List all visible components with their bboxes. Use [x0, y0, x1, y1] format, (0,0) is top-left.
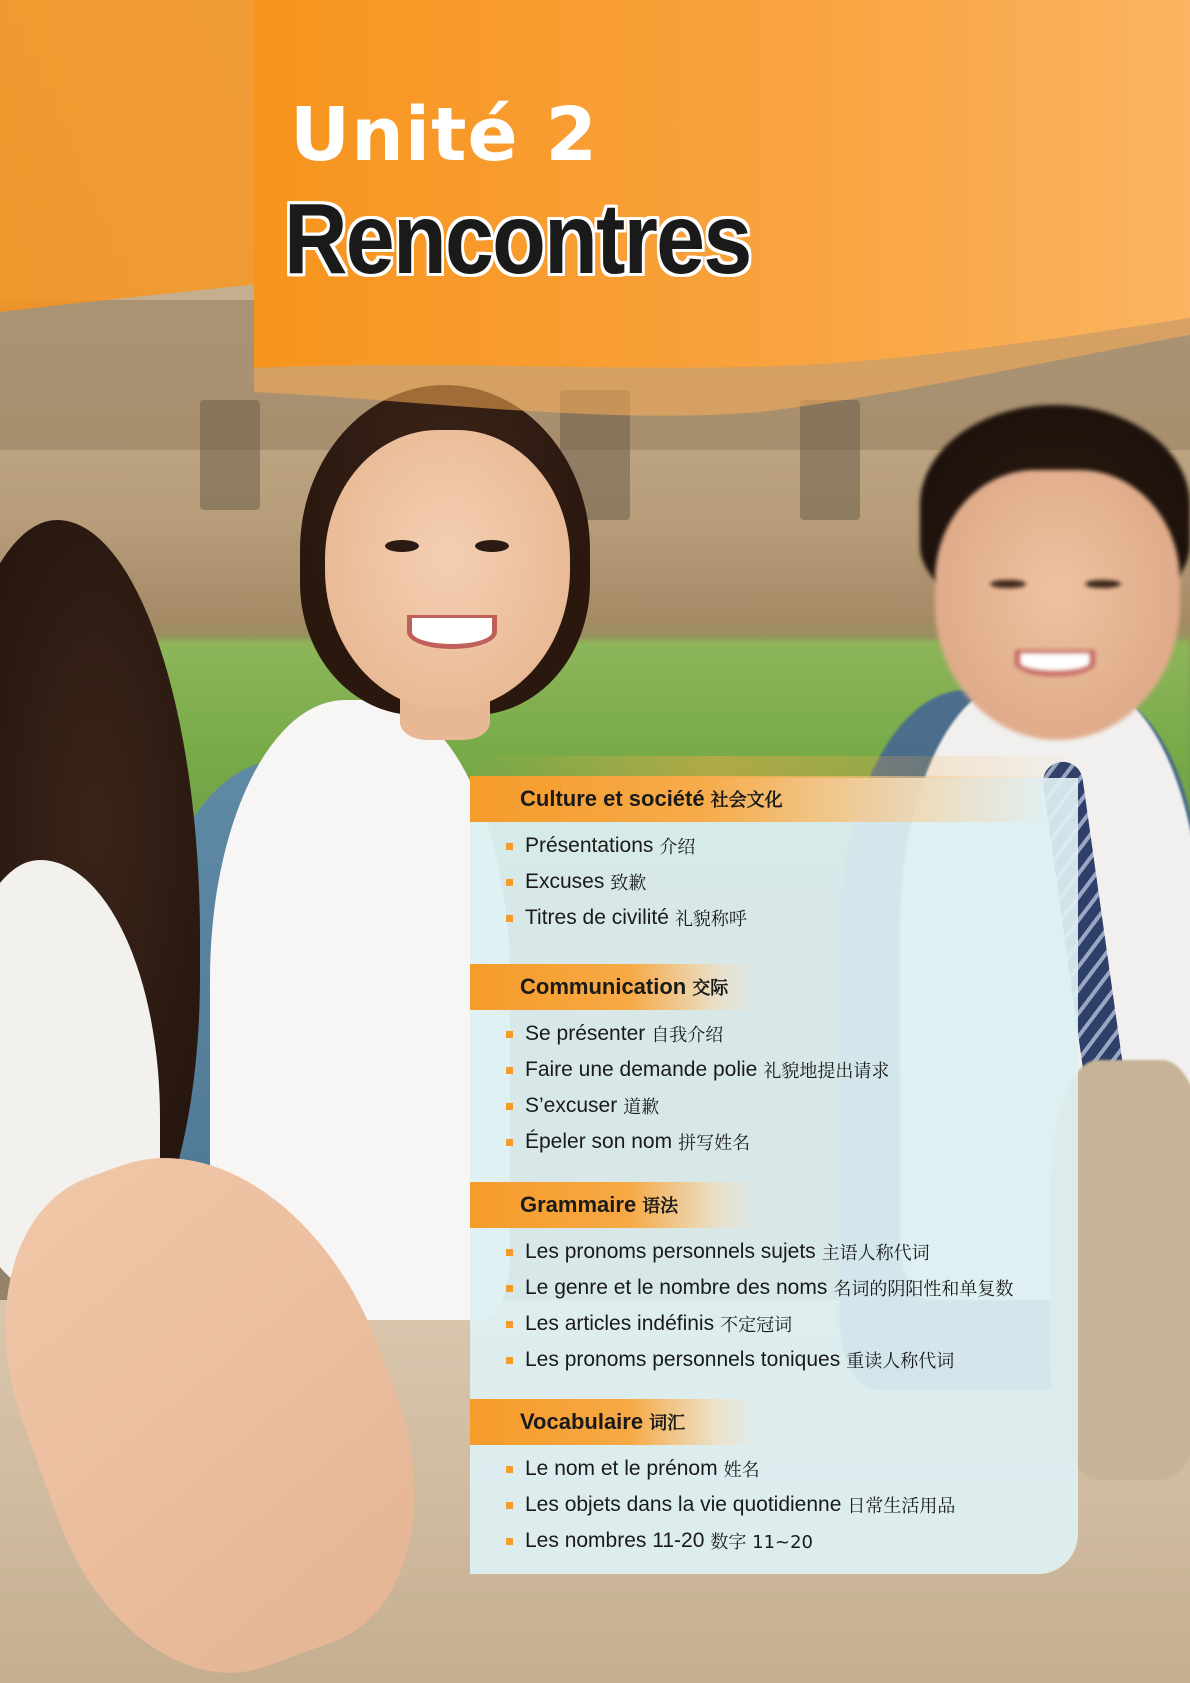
section-culture [470, 776, 1078, 936]
header-band [0, 0, 1190, 420]
item-list [470, 1234, 1078, 1378]
eye [385, 540, 419, 552]
bullet-icon [506, 1067, 513, 1074]
section-grammaire [470, 1182, 1078, 1378]
section-title: Vocabulaire 词汇 [520, 1409, 686, 1434]
bullet-icon [506, 1285, 513, 1292]
list-item: Les objets dans la vie quotidienne 日常生活用品 [506, 1487, 1078, 1523]
item-list [470, 1016, 1078, 1160]
bullet-icon [506, 1103, 513, 1110]
bullet-icon [506, 1357, 513, 1364]
boy-face [935, 470, 1180, 740]
list-item: Se présenter 自我介绍 [506, 1016, 1078, 1052]
bullet-icon [506, 879, 513, 886]
section-communication [470, 964, 1078, 1160]
list-item: Les pronoms personnels toniques 重读人称代词 [506, 1342, 1078, 1378]
item-list [470, 828, 1078, 936]
unit-label: Unité 2 [290, 92, 598, 178]
bullet-icon [506, 915, 513, 922]
list-item: Excuses 致歉 [506, 864, 1078, 900]
section-title: Communication 交际 [520, 974, 729, 999]
section-title: Grammaire 语法 [520, 1192, 679, 1217]
list-item: Faire une demande polie 礼貌地提出请求 [506, 1052, 1078, 1088]
list-item: Présentations 介绍 [506, 828, 1078, 864]
section-header [470, 1182, 760, 1228]
list-item: Le genre et le nombre des noms 名词的阴阳性和单复数 [506, 1270, 1078, 1306]
bullet-icon [506, 843, 513, 850]
bullet-icon [506, 1321, 513, 1328]
section-header [470, 1399, 760, 1445]
bullet-icon [506, 1466, 513, 1473]
section-header [470, 964, 760, 1010]
list-item: Les pronoms personnels sujets 主语人称代词 [506, 1234, 1078, 1270]
girl-face [325, 430, 570, 710]
section-header [470, 776, 1050, 822]
bullet-icon [506, 1249, 513, 1256]
bullet-icon [506, 1502, 513, 1509]
unit-title: Rencontres [284, 183, 751, 295]
section-vocabulaire [470, 1399, 1078, 1559]
item-list [470, 1451, 1078, 1559]
bullet-icon [506, 1031, 513, 1038]
smile [1015, 650, 1095, 676]
list-item: Titres de civilité 礼貌称呼 [506, 900, 1078, 936]
bullet-icon [506, 1139, 513, 1146]
list-item: Les articles indéfinis 不定冠词 [506, 1306, 1078, 1342]
list-item: Le nom et le prénom 姓名 [506, 1451, 1078, 1487]
list-item: Épeler son nom 拼写姓名 [506, 1124, 1078, 1160]
eye [990, 580, 1026, 588]
list-item: Les nombres 11-20 数字 11~20 [506, 1523, 1078, 1559]
section-title: Culture et société 社会文化 [520, 786, 783, 811]
list-item: S’excuser 道歉 [506, 1088, 1078, 1124]
bullet-icon [506, 1538, 513, 1545]
smile [407, 615, 497, 649]
eye [1085, 580, 1121, 588]
eye [475, 540, 509, 552]
